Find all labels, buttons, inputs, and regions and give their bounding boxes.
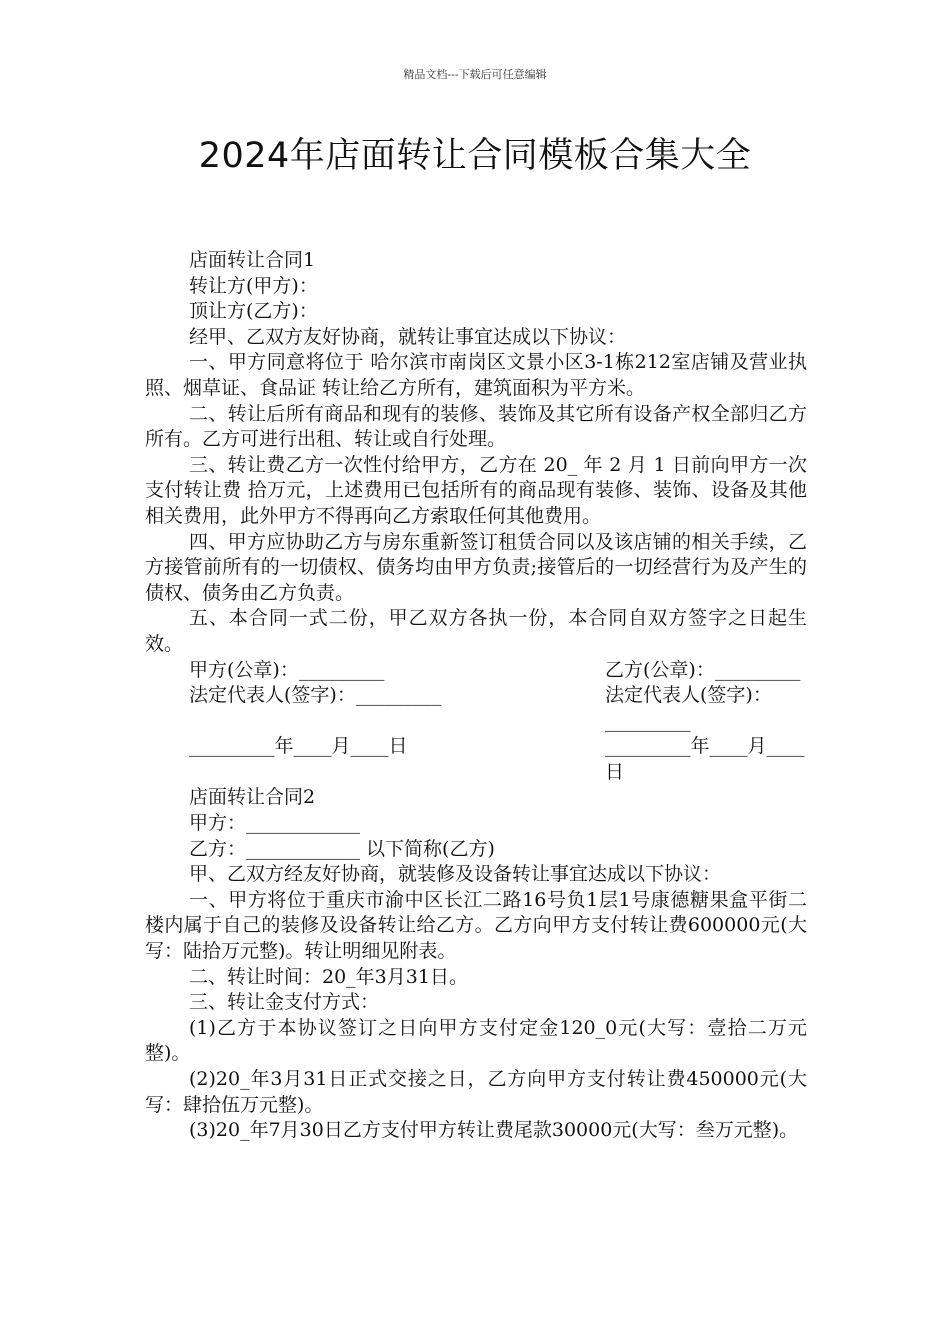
party-b-seal-line: 乙方(公章)：_________ [605, 658, 801, 681]
contract-1-heading: 店面转让合同1 [189, 249, 316, 271]
contract-2-clause-1: 一、甲方将位于重庆市渝中区长江二路16号负1层1号康德糖果盒平街二楼内属于自己的装修及设备转让给乙方。乙方向甲方支付转让费600000元(大写：陆拾万元整)。转让明细见附表。 [145, 888, 807, 963]
contract-2-payment-1: (1)乙方于本协议签订之日向甲方支付定金120_0元(大写：壹拾二万元整)。 [145, 1016, 807, 1065]
contract-2-payment-2: (2)20_年3月31日正式交接之日，乙方向甲方支付转让费450000元(大写：肆拾伍万元整)。 [145, 1068, 807, 1116]
contract-1-clause-4: 四、甲方应协助乙方与房东重新签订租赁合同以及该店铺的相关手续，乙方接管前所有的一切债权、债务均由甲方负责;接管后的一切经营行为及产生的债权、债务由乙方负责。 [145, 530, 807, 604]
signature-date-row [145, 734, 807, 785]
party-b-date-line: _________年____月____日 [605, 735, 805, 783]
party-b-rep-line: 法定代表人(签字)：_________ [605, 684, 772, 732]
contract-2-clause-3: 三、转让金支付方式： [189, 991, 380, 1014]
signature-seal-row [145, 658, 807, 684]
contract-1-clause-1: 一、甲方同意将位于 哈尔滨市南岗区文景小区3-1栋212室店铺及营业执照、烟草证、食品证 转让给乙方所有，建筑面积为平方米。 [145, 351, 807, 399]
contract-2-party-b: 乙方：____________ 以下简称(乙方) [189, 837, 495, 860]
contract-2-clause-2: 二、转让时间：20_年3月31日。 [189, 965, 468, 988]
document-body [145, 248, 807, 1144]
contract-1-clause-2: 二、转让后所有商品和现有的装修、装饰及其它所有设备产权全部归乙方所有。乙方可进行出租、转让或自行处理。 [145, 402, 807, 451]
page-header-note: 精品文档---下载后可任意编辑 [403, 68, 547, 81]
party-a-seal-line: 甲方(公章)：_________ [189, 658, 385, 681]
contract-2-payment-3: (3)20_年7月30日乙方支付甲方转让费尾款30000元(大写：叁万元整)。 [189, 1119, 799, 1142]
signature-rep-row [145, 683, 807, 734]
contract-1-party-a: 转让方(甲方)： [189, 274, 318, 297]
party-a-rep-line: 法定代表人(签字)：_________ [189, 684, 442, 707]
contract-2 [145, 785, 807, 1143]
party-a-date-line: _________年____月____日 [189, 735, 408, 758]
contract-1-clause-5: 五、本合同一式二份，甲乙双方各执一份，本合同自双方签字之日起生效。 [145, 607, 807, 655]
document-title: 2024年店面转让合同模板合集大全 [198, 136, 752, 176]
contract-2-intro: 甲、乙双方经友好协商，就装修及设备转让事宜达成以下协议： [189, 863, 722, 886]
contract-2-heading: 店面转让合同2 [189, 786, 316, 809]
contract-1-intro: 经甲、乙双方友好协商，就转让事宜达成以下协议： [189, 325, 627, 348]
contract-1-clause-3: 三、转让费乙方一次性付给甲方，乙方在 20_ 年 2 月 1 日前向甲方一次支付转让费 拾万元，上述费用已包括所有的商品现有装修、装饰、设备及其他相关费用，此外甲方不得再向乙方索取任何其他费用。 [145, 453, 807, 527]
contract-1-party-b: 顶让方(乙方)： [189, 300, 318, 323]
contract-1 [145, 248, 807, 785]
contract-2-party-a: 甲方：____________ [189, 812, 361, 835]
